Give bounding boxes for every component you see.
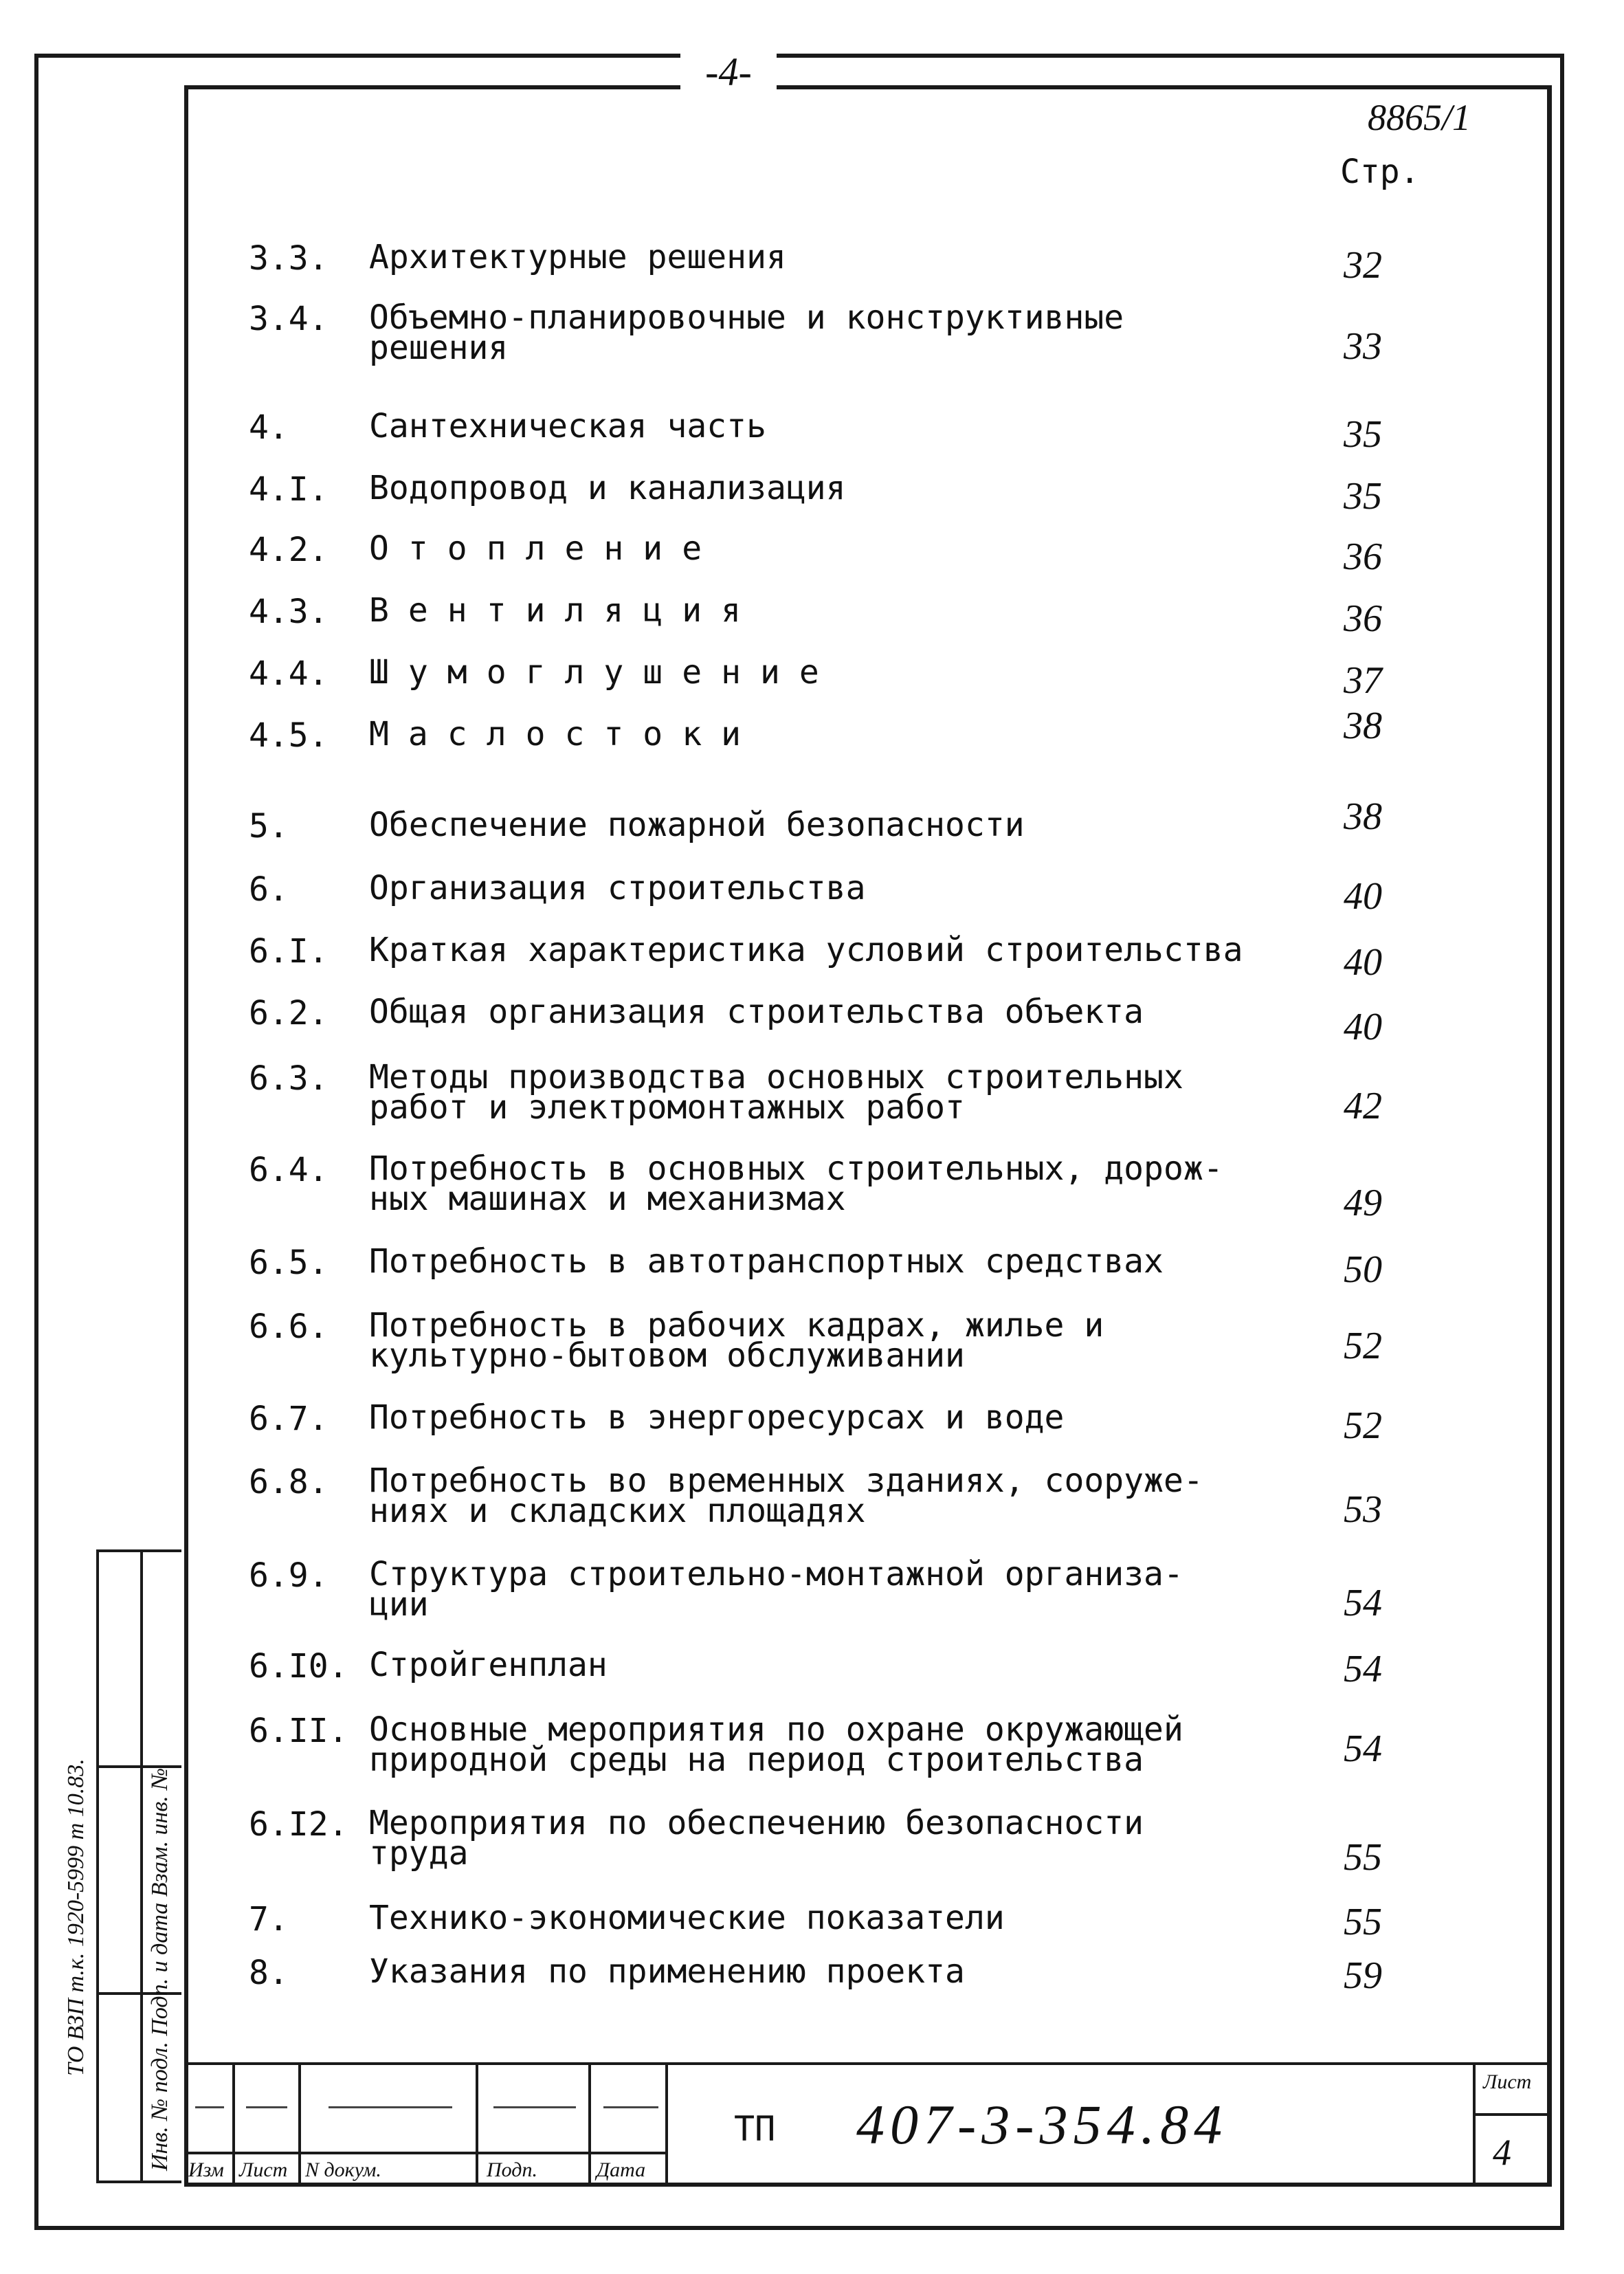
title-block-row-line [184, 2152, 665, 2154]
title-block-sheet-line [1473, 2113, 1552, 2116]
toc-entry-title: Потребность в рабочих кадрах, жилье и культурно-бытовом обслуживании [369, 1306, 1104, 1375]
toc-entry-title: Потребность в автотранспортных средствах [369, 1242, 1164, 1281]
toc-entry-title: Водопровод и канализация [369, 469, 846, 507]
toc-entry-page: 54 [1344, 1727, 1382, 1770]
toc-entry-page: 38 [1344, 795, 1382, 838]
toc-entry-title: Указания по применению проекта [369, 1952, 965, 1991]
title-block-dash [603, 2106, 658, 2108]
toc-entry-page: 36 [1344, 536, 1382, 578]
toc-entry-number: 4. [249, 408, 289, 447]
toc-entry-page: 42 [1344, 1085, 1382, 1127]
toc-entry-number: 4.4. [249, 654, 329, 693]
toc-entry-number: 6.9. [249, 1556, 329, 1595]
toc-entry-number: 7. [249, 1900, 289, 1939]
toc-entry-number: 6.I0. [249, 1647, 348, 1686]
toc-entry-title: Обеспечение пожарной безопасности [369, 806, 1025, 844]
toc-entry-title: Технико-экономические показатели [369, 1899, 1005, 1937]
toc-entry-page: 37 [1344, 659, 1382, 702]
toc-entry-page: 40 [1344, 875, 1382, 918]
toc-entry-number: 6. [249, 870, 289, 909]
margin-stamp [96, 1549, 181, 2183]
toc-entry-title: Мероприятия по обеспечению безопасности труда [369, 1804, 1144, 1873]
toc-entry-page: 32 [1344, 244, 1382, 287]
toc-entry-page: 55 [1344, 1901, 1382, 1943]
title-block-top-line [184, 2062, 1552, 2065]
toc-entry-title: Объемно-планировочные и конструктивные решения [369, 298, 1124, 367]
toc-entry-number: 6.6. [249, 1307, 329, 1346]
toc-entry-number: 3.4. [249, 300, 329, 338]
toc-entry-page: 33 [1344, 325, 1382, 368]
title-block-label: Подп. [487, 2159, 537, 2181]
stamp-vertical-line [140, 1552, 143, 2181]
project-prefix: ТП [734, 2109, 776, 2149]
toc-entry-page: 49 [1344, 1182, 1382, 1224]
toc-entry-title: Методы производства основных строительных работ и электромонтажных работ [369, 1058, 1183, 1127]
toc-entry-page: 54 [1344, 1648, 1382, 1690]
toc-entry-title: Сантехническая часть [369, 407, 766, 445]
toc-entry-page: 59 [1344, 1954, 1382, 1997]
toc-entry-page: 38 [1344, 705, 1382, 747]
title-block-col-line [476, 2062, 478, 2187]
title-block-dash [493, 2106, 576, 2108]
toc-entry-title: Организация строительства [369, 869, 866, 907]
toc-entry-title: Потребность в энергоресурсах и воде [369, 1398, 1065, 1437]
page-column-header: Стр. [1340, 153, 1420, 191]
toc-entry-title: Шумоглушение [369, 653, 838, 692]
title-block-col-line [588, 2062, 591, 2187]
toc-entry-title: Стройгенплан [369, 1646, 608, 1684]
document-code: 8865/1 [1368, 97, 1471, 138]
toc-entry-number: 4.3. [249, 593, 329, 631]
title-block-label: Лист [239, 2159, 288, 2181]
toc-entry-page: 52 [1344, 1325, 1382, 1367]
toc-entry-number: 6.8. [249, 1463, 329, 1501]
toc-entry-page: 55 [1344, 1836, 1382, 1879]
toc-entry-title: Вентиляция [369, 591, 760, 630]
toc-entry-page: 36 [1344, 597, 1382, 640]
toc-entry-page: 52 [1344, 1404, 1382, 1447]
toc-entry-page: 35 [1344, 475, 1382, 518]
page-number: -4- [680, 52, 777, 93]
toc-entry-title: Общая организация строительства объекта [369, 993, 1144, 1031]
toc-entry-number: 6.5. [249, 1244, 329, 1282]
toc-entry-title: Отопление [369, 529, 722, 568]
title-block-label: N докум. [305, 2159, 381, 2181]
project-code: 407-3-354.84 [856, 2093, 1228, 2156]
toc-entry-page: 35 [1344, 413, 1382, 456]
toc-entry-number: 5. [249, 807, 289, 846]
toc-entry-number: 6.3. [249, 1059, 329, 1098]
title-block-col-line [665, 2062, 668, 2187]
title-block-col-line [232, 2062, 235, 2187]
toc-entry-page: 40 [1344, 1006, 1382, 1048]
toc-entry-title: Потребность в основных строительных, дорож- ных машинах и механизмах [369, 1149, 1223, 1218]
toc-entry-number: 6.2. [249, 994, 329, 1033]
toc-entry-title: Структура строительно-монтажной организа- ции [369, 1555, 1183, 1624]
sheet-label: Лист [1483, 2071, 1532, 2093]
title-block-col-line [298, 2062, 301, 2187]
toc-entry-title: Маслостоки [369, 715, 760, 753]
stamp-archive-note: ТО ВЗП т.к. 1920-5999 т 10.83. [63, 1758, 89, 2076]
title-block-dash [246, 2106, 287, 2108]
toc-entry-number: 4.2. [249, 531, 329, 569]
toc-entry-page: 40 [1344, 941, 1382, 984]
toc-entry-number: 4.5. [249, 716, 329, 755]
stamp-field-labels: Инв. № подл. Подп. и дата Взам. инв. № [147, 1767, 173, 2171]
title-block-label: Дата [597, 2159, 646, 2181]
sheet-number: 4 [1493, 2132, 1511, 2173]
toc-entry-number: 6.4. [249, 1151, 329, 1189]
toc-entry-title: Потребность во временных зданиях, сооруже- ниях и складских площадях [369, 1461, 1203, 1530]
toc-entry-number: 4.I. [249, 470, 329, 509]
title-block-label: Изм [188, 2159, 224, 2181]
toc-entry-number: 6.7. [249, 1400, 329, 1438]
title-block-dash [329, 2106, 452, 2108]
toc-entry-page: 50 [1344, 1248, 1382, 1291]
toc-entry-title: Архитектурные решения [369, 238, 786, 276]
title-block [184, 2062, 1552, 2187]
title-block-col-line [1473, 2062, 1476, 2187]
toc-entry-number: 6.I. [249, 932, 329, 971]
toc-entry-title: Основные мероприятия по охране окружающей природной среды на период строительства [369, 1710, 1183, 1779]
title-block-dash [195, 2106, 224, 2108]
toc-entry-number: 6.II. [249, 1712, 348, 1750]
toc-entry-number: 8. [249, 1954, 289, 1992]
toc-entry-title: Краткая характеристика условий строительства [369, 931, 1243, 969]
toc-entry-number: 3.3. [249, 239, 329, 278]
toc-entry-number: 6.I2. [249, 1805, 348, 1844]
toc-entry-page: 54 [1344, 1582, 1382, 1624]
toc-entry-page: 53 [1344, 1488, 1382, 1531]
